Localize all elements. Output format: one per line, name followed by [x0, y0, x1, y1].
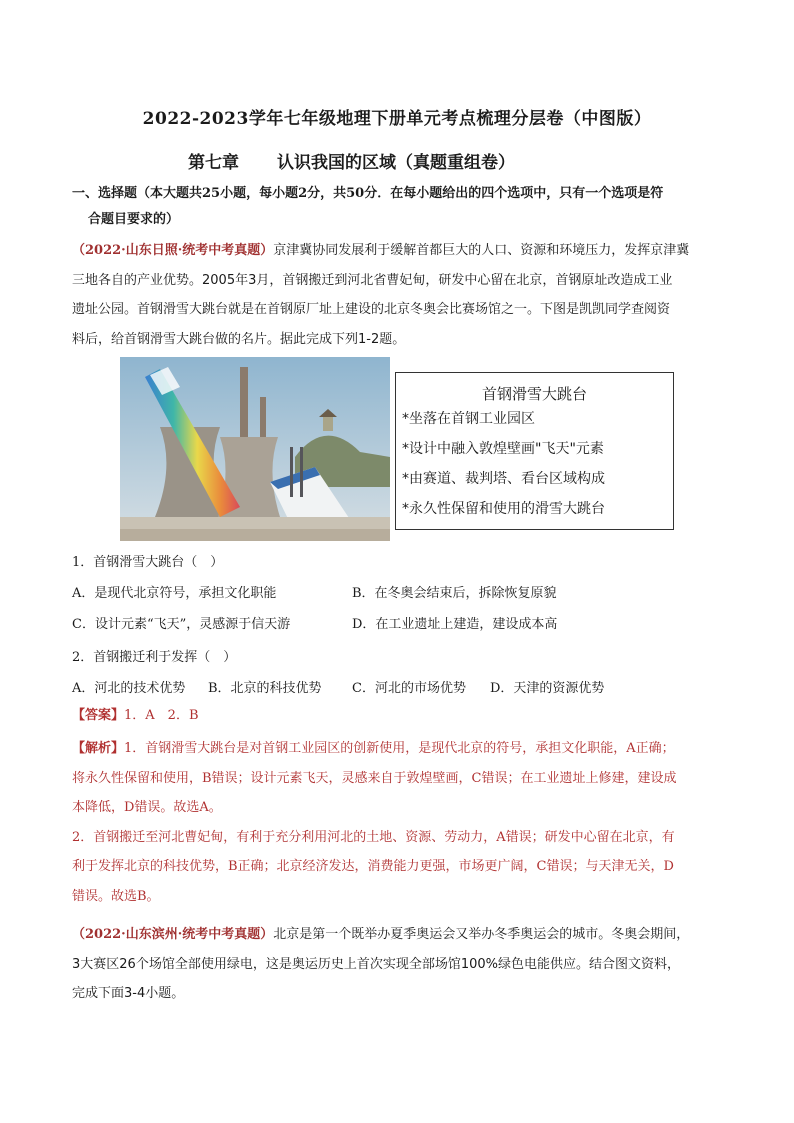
answer-text: 1．A 2．B	[124, 708, 199, 723]
card-item: *坐落在首钢工业园区	[402, 411, 535, 427]
question-1: 1．首钢滑雪大跳台（ ）	[72, 555, 224, 570]
material-1	[72, 236, 724, 354]
card-title: 首钢滑雪大跳台	[481, 385, 587, 403]
info-card	[395, 372, 674, 530]
material-line: 完成下面3-4小题。	[72, 986, 185, 1001]
question-1-option-d: D．在工业遗址上建造，建设成本高	[352, 617, 558, 632]
analysis-line: 1．首钢滑雪大跳台是对首钢工业园区的创新使用，是现代北京的符号，承担文化职能，A正确；	[124, 741, 675, 756]
ski-jump-photo	[120, 357, 390, 541]
analysis-line: 错误。故选B。	[72, 888, 160, 904]
question-2-option-c: C．河北的市场优势	[352, 681, 466, 696]
question-2-option-a: A．河北的技术优势	[72, 681, 186, 696]
section-line: 一、选择题（本大题共25小题，每小题2分，共50分．在每小题给出的四个选项中，只有一个选项是符	[72, 186, 664, 201]
question-2: 2．首钢搬迁利于发挥（ ）	[72, 650, 237, 665]
material-2	[72, 920, 724, 1009]
question-1-option-a: A．是现代北京符号，承担文化职能	[72, 586, 277, 601]
question-2-option-b: B．北京的科技优势	[208, 681, 322, 696]
question-2-option-d: D．天津的资源优势	[490, 681, 605, 696]
chapter-heading	[188, 148, 515, 173]
section-line: 合题目要求的）	[88, 212, 180, 227]
answer-label: 【答案】	[72, 708, 125, 723]
material-line: 遗址公园。首钢滑雪大跳台就是在首钢原厂址上建设的北京冬奥会比赛场馆之一。下图是凯凯同学查阅资	[72, 302, 671, 317]
source-tag: （2022·山东滨州·统考中考真题）	[72, 927, 274, 942]
card-item: *设计中融入敦煌壁画"飞天"元素	[402, 441, 604, 457]
material-line: 3大赛区26个场馆全部使用绿电，这是奥运历史上首次实现全部场馆100%绿色电能供应。结合图文资料，	[72, 956, 680, 972]
analysis-label: 【解析】	[72, 741, 125, 756]
card-item: *永久性保留和使用的滑雪大跳台	[402, 501, 605, 517]
question-1-option-b: B．在冬奥会结束后，拆除恢复原貌	[352, 586, 557, 601]
analysis-line: 利于发挥北京的科技优势，B正确；北京经济发达，消费能力更强，市场更广阔，C错误；与天津无关，D	[72, 859, 674, 874]
analysis-line: 将永久性保留和使用，B错误；设计元素飞天，灵感来自于敦煌壁画，C错误；在工业遗址上修建，建设成	[72, 770, 677, 786]
answer-block	[72, 701, 724, 731]
material-line: 料后，给首钢滑雪大跳台做的名片。据此完成下列1-2题。	[72, 331, 406, 347]
analysis-block	[72, 734, 724, 911]
analysis-line: 2．首钢搬迁至河北曹妃甸，有利于充分利用河北的土地、资源、劳动力，A错误；研发中心留在北京，有	[72, 829, 675, 845]
section-heading	[72, 181, 722, 233]
chapter-title: 认识我国的区域（真题重组卷）	[277, 153, 515, 173]
material-line: 北京是第一个既举办夏季奥运会又举办冬季奥运会的城市。冬奥会期间，	[273, 927, 690, 942]
source-tag: （2022·山东日照·统考中考真题）	[72, 243, 274, 258]
question-1-option-c: C．设计元素“飞天”，灵感源于信天游	[72, 617, 291, 632]
page-title: 2022-2023学年七年级地理下册单元考点梳理分层卷（中图版）	[142, 109, 652, 129]
analysis-line: 本降低，D错误。故选A。	[72, 800, 222, 815]
ski-jump-illustration	[120, 357, 390, 541]
material-line: 三地各自的产业优势。2005年3月，首钢搬迁到河北省曹妃甸，研发中心留在北京，首钢原址改造成工业	[72, 272, 673, 288]
chapter-number: 第七章	[188, 153, 239, 173]
material-line: 京津冀协同发展利于缓解首都巨大的人口、资源和环境压力，发挥京津冀	[273, 243, 690, 258]
card-item: *由赛道、裁判塔、看台区域构成	[402, 471, 605, 487]
